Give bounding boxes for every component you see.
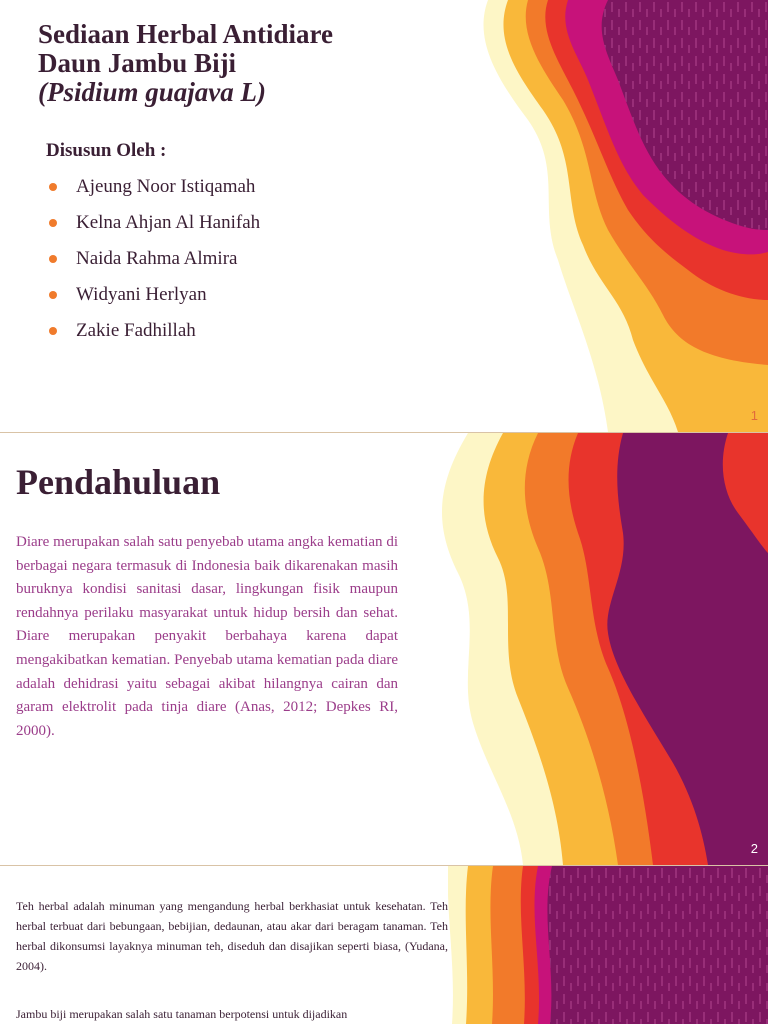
bullet-icon [49,291,57,299]
bullet-icon [49,219,57,227]
page-number: 2 [750,841,758,856]
author-item [46,282,260,318]
author-list [46,174,260,354]
title-line-3: (Psidium guajava L) [38,77,266,107]
presentation-title [38,20,333,107]
byline: Disusun Oleh : [46,140,167,161]
wave-decoration-2 [428,433,768,865]
herbal-tea-paragraph: Teh herbal adalah minuman yang mengandung herbal berkhasiat untuk kesehatan. Teh herbal terbuat dari bebungaan, bebijian, dedaunan, atau akar dari beragam tanaman. Teh herbal dikonsumsi layaknya minuman teh, diseduh dan disajikan seperti biasa, (Yudana, 2004). [16,899,448,973]
title-line-2: Daun Jambu Biji [38,48,237,78]
bullet-icon [49,183,57,191]
slide-2 [0,433,768,865]
author-name: Widyani Herlyan [76,284,207,305]
title-line-1: Sediaan Herbal Antidiare [38,19,334,49]
bullet-icon [49,327,57,335]
author-item [46,174,260,210]
wave-decoration-3 [448,866,768,1024]
guava-paragraph: Jambu biji merupakan salah satu tanaman berpotensi untuk dijadikan [16,1007,348,1021]
wave-decoration-1 [468,0,768,432]
page-number: 1 [750,408,758,423]
author-name: Zakie Fadhillah [76,320,196,341]
author-name: Kelna Ahjan Al Hanifah [76,212,261,233]
slide-3 [0,866,768,1024]
author-name: Naida Rahma Almira [76,248,238,269]
author-name: Ajeung Noor Istiqamah [76,176,256,197]
author-item [46,210,260,246]
author-item [46,246,260,282]
slide-1 [0,0,768,432]
bullet-icon [49,255,57,263]
slide-title: Pendahuluan [16,462,221,502]
author-item [46,318,260,354]
intro-paragraph: Diare merupakan salah satu penyebab utama angka kematian di berbagai negara termasuk di Indonesia baik dikarenakan masih buruknya kondisi sanitasi dasar, lingkungan fisik maupun rendahnya perilaku masyarakat untuk hidup bersih dan sehat. Diare merupakan penyakit berbahaya karena dapat mengakibatkan kematian. Penyebab utama kematian pada diare adalah dehidrasi yaitu sebagai akibat hilangnya cairan dan garam elektrolit pada tinja diare (Anas, 2012; Depkes RI, 2000). [16,534,398,739]
